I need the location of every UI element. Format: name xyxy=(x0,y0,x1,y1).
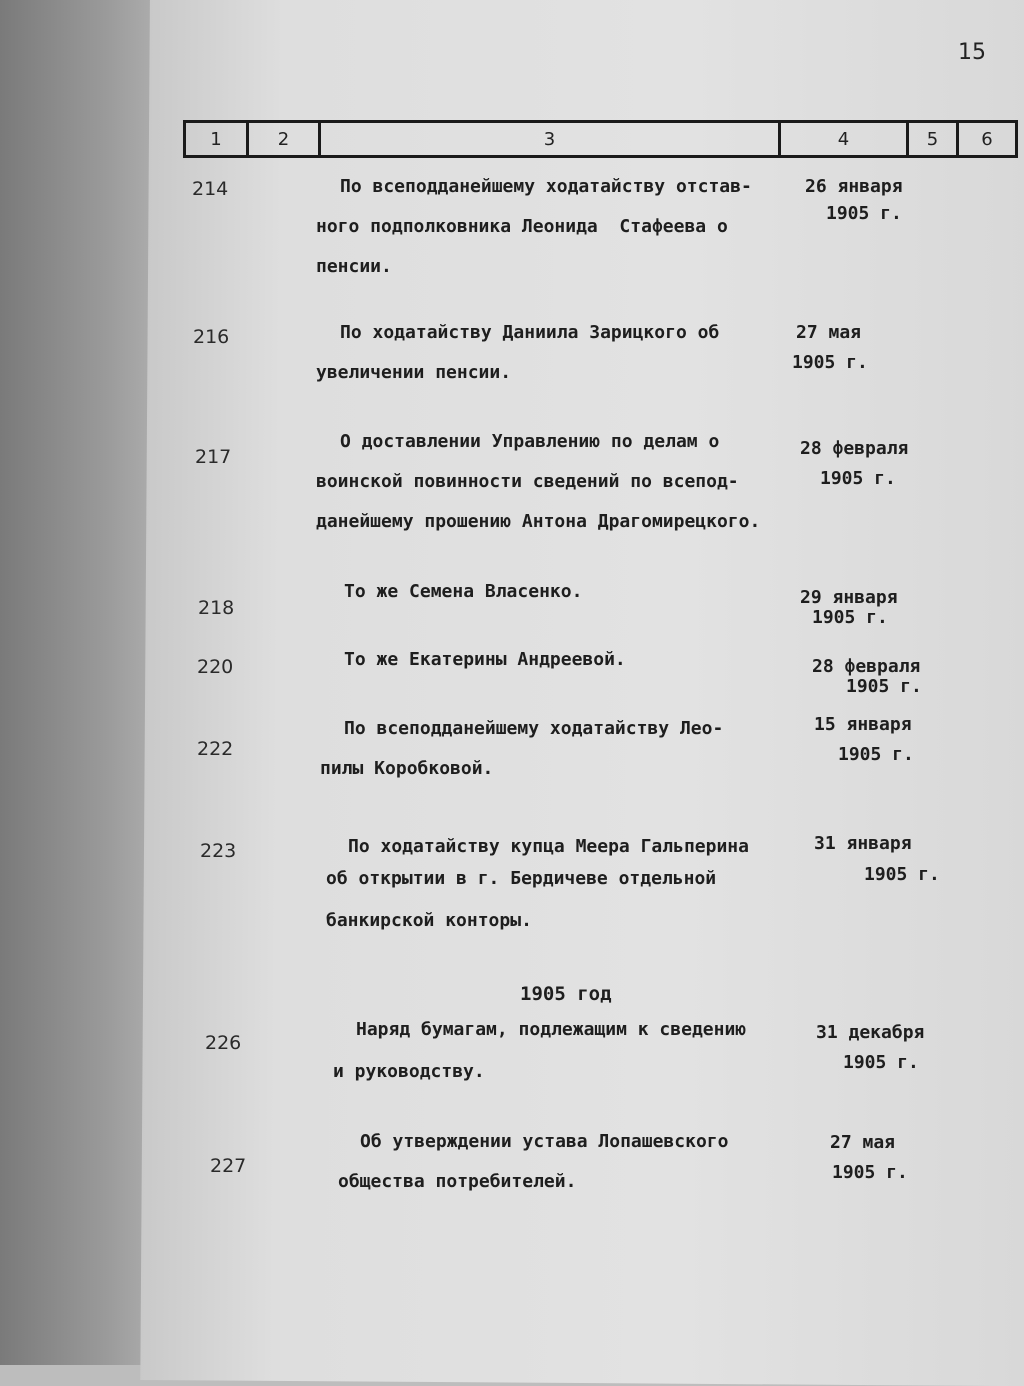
record-date-day: 27 мая xyxy=(796,322,862,343)
record-description-line: Об утверждении устава Лопашевского xyxy=(360,1131,729,1152)
record-number: 217 xyxy=(195,446,232,468)
record-date-day: 31 декабря xyxy=(816,1022,925,1043)
record-date-year: 1905 г. xyxy=(812,607,888,628)
year-heading: 1905 год xyxy=(520,983,612,1005)
record-description-line: пенсии. xyxy=(316,256,392,277)
record-description-line: ного подполковника Леонида Стафеева о xyxy=(316,216,728,237)
record-number: 218 xyxy=(198,597,235,619)
record-description-line: По ходатайству купца Меера Гальперина xyxy=(348,836,749,857)
record-number: 214 xyxy=(192,178,229,200)
record-description-line: увеличении пенсии. xyxy=(316,362,512,383)
record-number: 226 xyxy=(205,1032,242,1054)
record-date-day: 28 февраля xyxy=(812,656,921,677)
record-description-line: общества потребителей. xyxy=(338,1171,577,1192)
record-date-day: 29 января xyxy=(800,587,898,608)
column-header-row xyxy=(183,120,1018,158)
column-header-1: 1 xyxy=(183,123,246,155)
column-header-6: 6 xyxy=(956,123,1018,155)
record-description-line: банкирской конторы. xyxy=(326,910,532,931)
record-description-line: пилы Коробковой. xyxy=(320,758,494,779)
record-description-line: об открытии в г. Бердичеве отдельной xyxy=(326,868,717,889)
record-date-year: 1905 г. xyxy=(864,864,940,885)
record-description-line: воинской повинности сведений по всепод- xyxy=(316,471,739,492)
record-date-year: 1905 г. xyxy=(846,676,922,697)
record-date-day: 28 февраля xyxy=(800,438,909,459)
record-number: 227 xyxy=(210,1155,247,1177)
record-description-line: и руководству. xyxy=(333,1061,485,1082)
record-number: 223 xyxy=(200,840,237,862)
record-description-line: То же Семена Власенко. xyxy=(344,581,583,602)
record-date-year: 1905 г. xyxy=(843,1052,919,1073)
column-header-5: 5 xyxy=(906,123,956,155)
record-description-line: По всеподданейшему ходатайству Лео- xyxy=(344,718,724,739)
record-date-year: 1905 г. xyxy=(826,203,902,224)
record-description-line: Наряд бумагам, подлежащим к сведению xyxy=(356,1019,747,1040)
record-number: 216 xyxy=(193,326,230,348)
record-date-year: 1905 г. xyxy=(792,352,868,373)
record-date-day: 15 января xyxy=(814,714,912,735)
record-number: 222 xyxy=(197,738,234,760)
record-date-day: 27 мая xyxy=(830,1132,896,1153)
record-description-line: данейшему прошению Антона Драгомирецкого. xyxy=(316,511,761,532)
record-description-line: По всеподданейшему ходатайству отстав- xyxy=(340,176,752,197)
column-header-4: 4 xyxy=(778,123,906,155)
column-header-3: 3 xyxy=(318,123,778,155)
record-date-day: 26 января xyxy=(805,176,903,197)
record-description-line: То же Екатерины Андреевой. xyxy=(344,649,626,670)
record-date-year: 1905 г. xyxy=(820,468,896,489)
record-date-year: 1905 г. xyxy=(832,1162,908,1183)
record-description-line: О доставлении Управлению по делам о xyxy=(340,431,720,452)
record-description-line: По ходатайству Даниила Зарицкого об xyxy=(340,322,720,343)
page-number: 15 xyxy=(958,40,986,65)
record-date-year: 1905 г. xyxy=(838,744,914,765)
record-date-day: 31 января xyxy=(814,833,912,854)
record-number: 220 xyxy=(197,656,234,678)
column-header-2: 2 xyxy=(246,123,318,155)
